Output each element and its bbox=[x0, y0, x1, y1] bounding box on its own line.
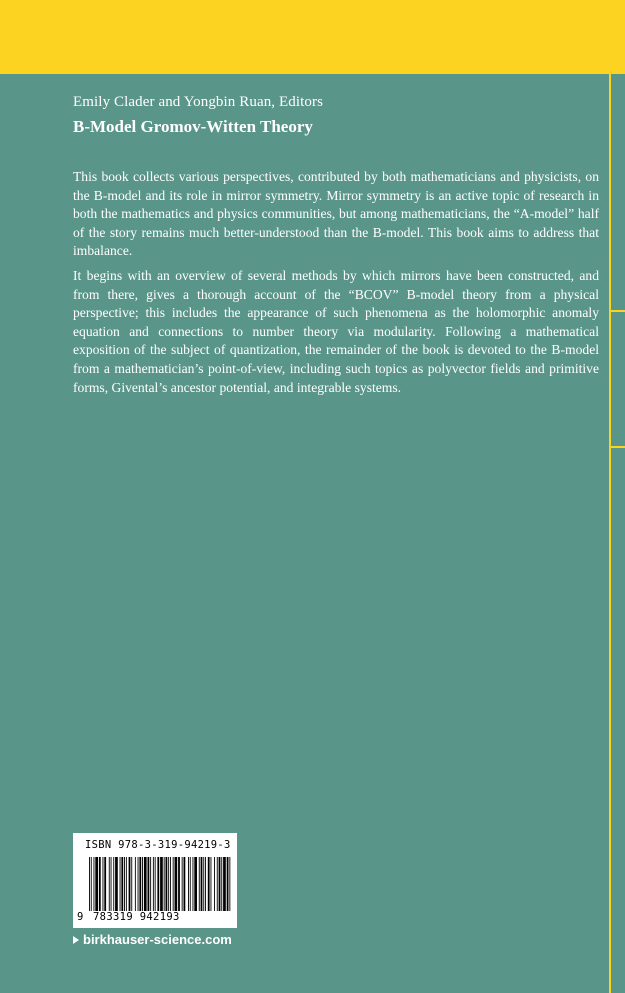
barcode-bar bbox=[166, 857, 168, 911]
barcode-bar bbox=[168, 857, 169, 911]
barcode-bar bbox=[182, 857, 183, 911]
barcode-bar bbox=[104, 857, 106, 911]
website-url: birkhauser-science.com bbox=[83, 932, 232, 947]
barcode-bar bbox=[227, 857, 229, 911]
barcode-bar bbox=[223, 857, 226, 911]
barcode-bar bbox=[129, 857, 131, 911]
arrow-right-icon bbox=[73, 936, 79, 944]
barcode-bar bbox=[150, 857, 151, 911]
barcode-bar bbox=[148, 857, 150, 911]
barcode-bar bbox=[131, 857, 132, 911]
barcode-bar bbox=[170, 857, 171, 911]
barcode-bar bbox=[193, 857, 194, 911]
spine-line bbox=[609, 74, 611, 993]
barcode-bar bbox=[138, 857, 139, 911]
barcode-first-digit: 9 bbox=[77, 911, 84, 923]
barcode-bar bbox=[94, 857, 95, 911]
barcode-bar bbox=[139, 857, 141, 911]
barcode-bar bbox=[142, 857, 143, 911]
barcode-bar bbox=[113, 857, 114, 911]
isbn-barcode bbox=[73, 833, 237, 928]
barcode-bar bbox=[217, 857, 218, 911]
barcode-bar bbox=[214, 857, 215, 911]
barcode-bar bbox=[173, 857, 174, 911]
barcode-bar bbox=[160, 857, 163, 911]
barcode-bar bbox=[205, 857, 206, 911]
barcode-bar bbox=[203, 857, 204, 911]
barcode-digits: 783319 942193 bbox=[93, 911, 180, 923]
barcode-bar bbox=[164, 857, 165, 911]
barcode-bar bbox=[99, 857, 101, 911]
barcode-bar bbox=[126, 857, 127, 911]
top-color-band bbox=[0, 0, 625, 74]
barcode-bars bbox=[89, 857, 231, 911]
website-link[interactable] bbox=[73, 932, 232, 947]
isbn-label: ISBN 978-3-319-94219-3 bbox=[85, 839, 231, 851]
barcode-bar bbox=[95, 857, 98, 911]
spine-tick-lower bbox=[611, 446, 625, 448]
description-paragraph-1: This book collects various perspectives, contributed by both mathematicians and physicists, on the B-model and its role in mirror symmetry. Mirror symmetry is an active topic of research in both the mathematics and physics communities, but among mathematicians, the “A-model” half of the story remains much better-understood than the B-model. This book aims to address that imbalance. bbox=[73, 169, 599, 259]
barcode-bar bbox=[208, 857, 210, 911]
barcode-bar bbox=[115, 857, 118, 911]
barcode-bar bbox=[103, 857, 104, 911]
spine-tick-upper bbox=[611, 310, 625, 312]
barcode-bar bbox=[184, 857, 186, 911]
barcode-bar bbox=[194, 857, 197, 911]
barcode-bar bbox=[121, 857, 123, 911]
barcode-bar bbox=[153, 857, 154, 911]
barcode-bar bbox=[120, 857, 121, 911]
barcode-bar bbox=[89, 857, 90, 911]
barcode-bar bbox=[157, 857, 159, 911]
barcode-bar bbox=[201, 857, 203, 911]
barcode-bar bbox=[144, 857, 147, 911]
barcode-bar bbox=[109, 857, 110, 911]
barcode-bar bbox=[190, 857, 191, 911]
description-paragraph-2: It begins with an overview of several methods by which mirrors have been constructed, and from there, gives a thorough account of the “BCOV” B-model theory from a physical perspective; this includes the appearance of such phenomena as the holomorphic anomaly equation and connections to number theory via modularity. Following a mathematical exposition of the subject of quantization, the remainder of the book is devoted to the B-model from a mathematician’s point-of-view, including such topics as polyvector fields and primitive forms, Givental’s ancestor potential, and integrable systems. bbox=[73, 268, 599, 395]
barcode-bar bbox=[199, 857, 200, 911]
barcode-bar bbox=[135, 857, 136, 911]
barcode-bar bbox=[211, 857, 212, 911]
barcode-bar bbox=[221, 857, 222, 911]
book-editors: Emily Clader and Yongbin Ruan, Editors bbox=[73, 94, 324, 110]
barcode-bar bbox=[111, 857, 112, 911]
barcode-bar bbox=[178, 857, 180, 911]
barcode-bar bbox=[229, 857, 230, 911]
barcode-bar bbox=[155, 857, 156, 911]
barcode-bar bbox=[91, 857, 92, 911]
barcode-bar bbox=[188, 857, 189, 911]
barcode-bar bbox=[219, 857, 221, 911]
barcode-bar bbox=[175, 857, 178, 911]
book-title: B-Model Gromov-Witten Theory bbox=[73, 117, 313, 136]
barcode-bar bbox=[124, 857, 125, 911]
